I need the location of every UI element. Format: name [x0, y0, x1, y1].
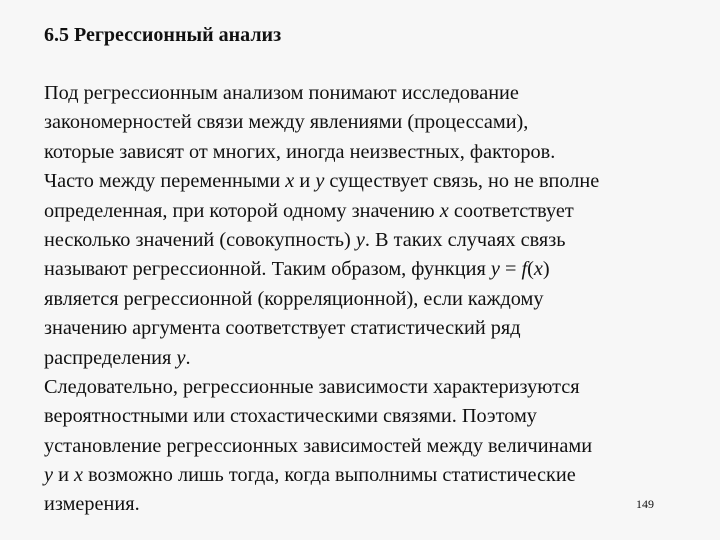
- page-number: 149: [636, 497, 654, 511]
- text-line: которые зависят от многих, иногда неизвестных, факторов.: [44, 140, 556, 163]
- text-line: закономерностей связи между явлениями (процессами),: [44, 111, 529, 134]
- text-line: установление регрессионных зависимостей между величинами: [44, 434, 593, 457]
- text-line: Под регрессионным анализом понимают исследование: [44, 82, 519, 104]
- section-heading: 6.5 Регрессионный анализ: [44, 24, 282, 46]
- body-text: [44, 79, 720, 520]
- text-line: несколько значений (совокупность) y. В таких случаях связь: [44, 228, 566, 251]
- text-line: измерения.: [44, 493, 140, 516]
- text-line: Часто между переменными x и y существует связь, но не вполне: [44, 170, 600, 193]
- text-line: определенная, при которой одному значению x соответствует: [44, 199, 574, 222]
- text-line: y и x возможно лишь тогда, когда выполнимы статистические: [44, 464, 576, 487]
- text-line: называют регрессионной. Таким образом, функция y = f(x): [44, 258, 550, 281]
- text-line: Следовательно, регрессионные зависимости характеризуются: [44, 375, 580, 398]
- text-line: значению аргумента соответствует статистический ряд: [44, 317, 521, 340]
- text-line: распределения y.: [44, 346, 191, 369]
- text-line: является регрессионной (корреляционной), если каждому: [44, 287, 544, 310]
- text-line: вероятностными или стохастическими связями. Поэтому: [44, 405, 537, 428]
